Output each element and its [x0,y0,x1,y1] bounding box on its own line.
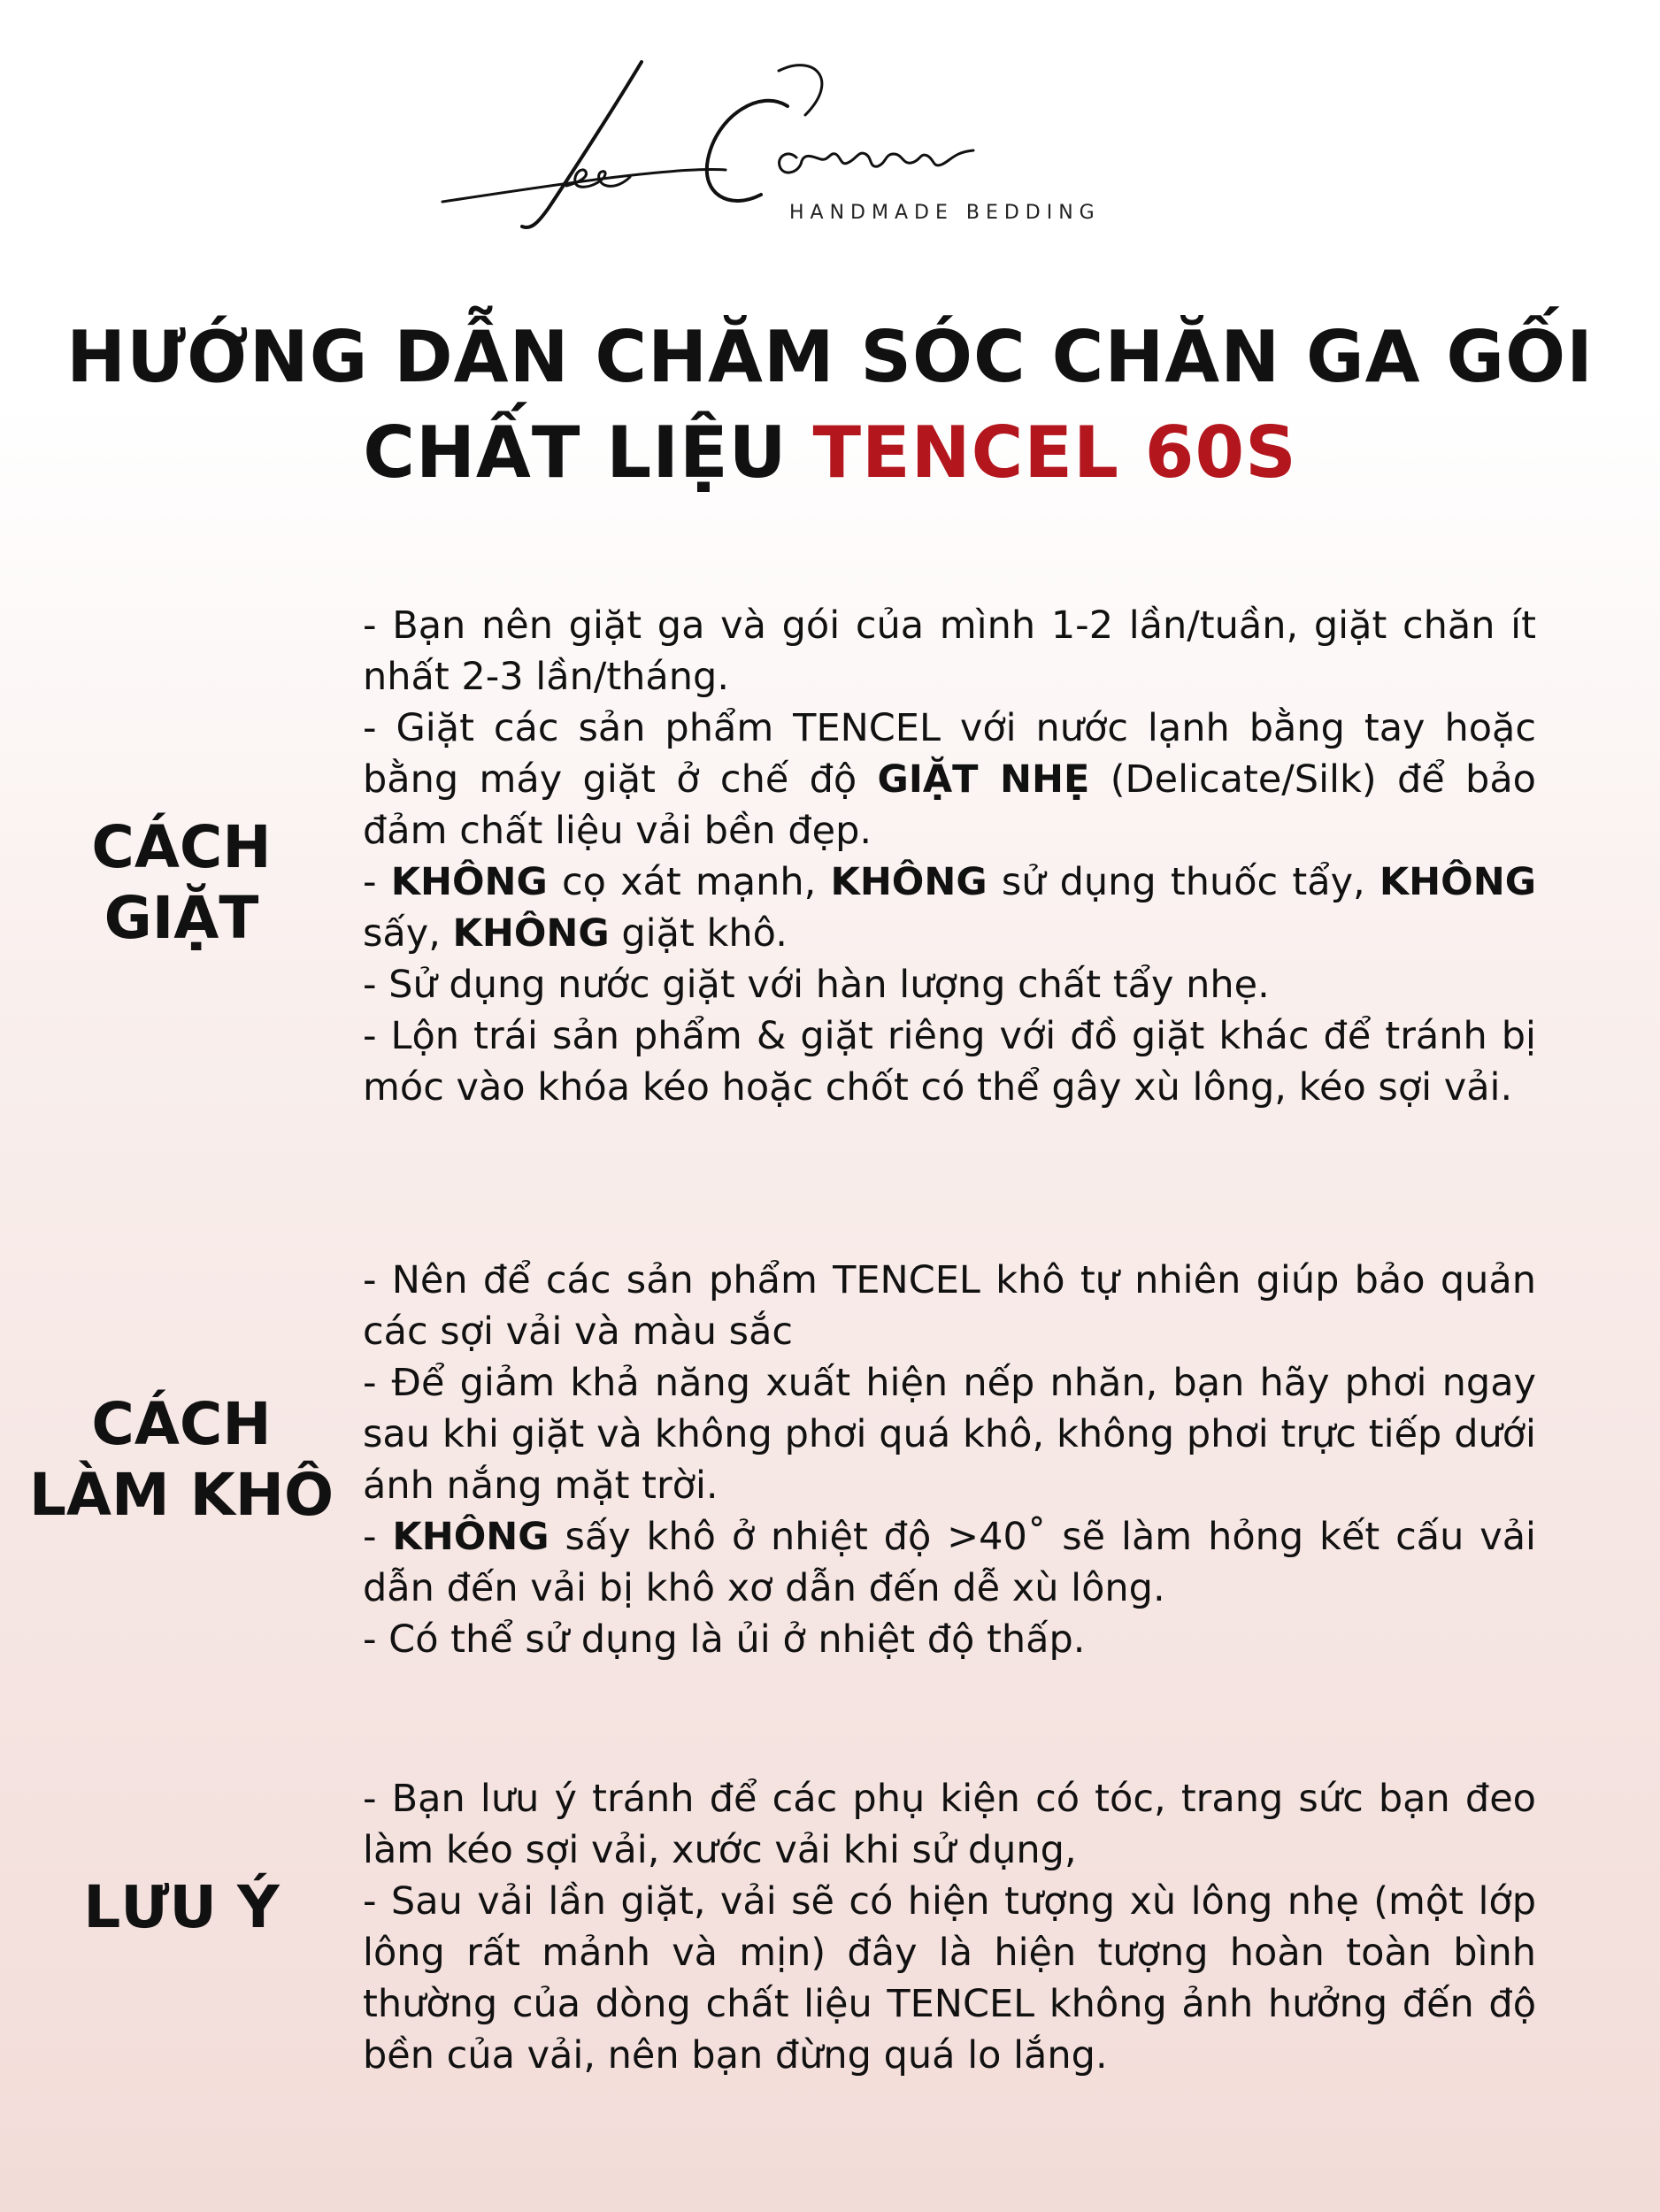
bold-text: KHÔNG [390,860,548,904]
dry-paragraph-1: - Nên để các sản phẩm TENCEL khô tự nhiên giúp bảo quản các sợi vải và màu sắc [363,1258,1536,1354]
section-label-dry [0,1389,363,1531]
page-title-line2 [0,407,1660,499]
text: giặt khô. [609,911,788,956]
bold-text: KHÔNG [830,860,988,904]
text: (Delicate/Silk) để bảo đảm chất liệu vải bền đẹp. [363,757,1536,853]
wash-paragraph-4: - Sử dụng nước giặt với hàn lượng chất tẩy nhẹ. [363,963,1270,1007]
bold-text: KHÔNG [1379,860,1536,904]
bold-text: KHÔNG [452,911,610,956]
bold-text: GIẶT NHẸ [877,757,1090,802]
text: cọ xát mạnh, [547,860,831,904]
note-paragraph-2: - Sau vải lần giặt, vải sẽ có hiện tượng xù lông nhẹ (một lớp lông rất mảnh và mịn) đây là hiện tượng hoàn toàn bình thường của dòng chất liệu TENCEL không ảnh hưởng đến độ bền của vải, nên bạn đừng quá lo lắng. [363,1879,1536,2078]
text: - [363,1515,393,1559]
wash-label-line2: GIẶT [104,884,259,952]
section-label-wash [0,812,363,954]
logo-tagline: HANDMADE BEDDING [789,202,1101,224]
title-prefix: CHẤT LIỆU [363,411,813,494]
wash-paragraph-3 [363,856,1536,959]
text: - [363,860,391,904]
brand-logo [425,53,1239,248]
wash-paragraph-2 [363,703,1536,856]
dry-label-line2: LÀM KHÔ [28,1461,334,1529]
note-paragraph-1: - Bạn lưu ý tránh để các phụ kiện có tóc, trang sức bạn đeo làm kéo sợi vải, xước vải khi sử dụng, [363,1777,1536,1872]
title-highlight: TENCEL 60S [812,411,1297,494]
dry-paragraph-2: - Để giảm khả năng xuất hiện nếp nhăn, bạn hãy phơi ngay sau khi giặt và không phơi quá khô, không phơi trực tiếp dưới ánh nắng mặt trời. [363,1361,1536,1508]
section-label-note: LƯU Ý [83,1873,280,1941]
text: sử dụng thuốc tẩy, [987,860,1379,904]
wash-paragraph-5: - Lộn trái sản phẩm & giặt riêng với đồ giặt khác để tránh bị móc vào khóa kéo hoặc chốt có thể gây xù lông, kéo sợi vải. [363,1014,1536,1110]
bold-text: KHÔNG [392,1515,549,1559]
section-body-note [363,1773,1536,2081]
page-title-line1: HƯỚNG DẪN CHĂM SÓC CHĂN GA GỐI [66,316,1594,398]
text: sấy khô ở nhiệt độ >40˚ sẽ làm hỏng kết cấu vải dẫn đến vải bị khô xơ dẫn đến dễ xù lông. [363,1515,1537,1610]
dry-paragraph-4: - Có thể sử dụng là ủi ở nhiệt độ thấp. [363,1617,1086,1662]
wash-paragraph-1: - Bạn nên giặt ga và gói của mình 1-2 lần/tuần, giặt chăn ít nhất 2-3 lần/tháng. [363,603,1536,699]
dry-label-line1: CÁCH [91,1390,272,1458]
section-body-dry [363,1255,1536,1665]
text: - Giặt các sản phẩm TENCEL với nước lạnh bằng tay hoặc bằng máy giặt ở chế độ [363,706,1536,802]
text: sấy, [363,911,453,956]
section-body-wash [363,600,1536,1113]
dry-paragraph-3 [363,1511,1536,1614]
wash-label-line1: CÁCH [91,813,272,881]
